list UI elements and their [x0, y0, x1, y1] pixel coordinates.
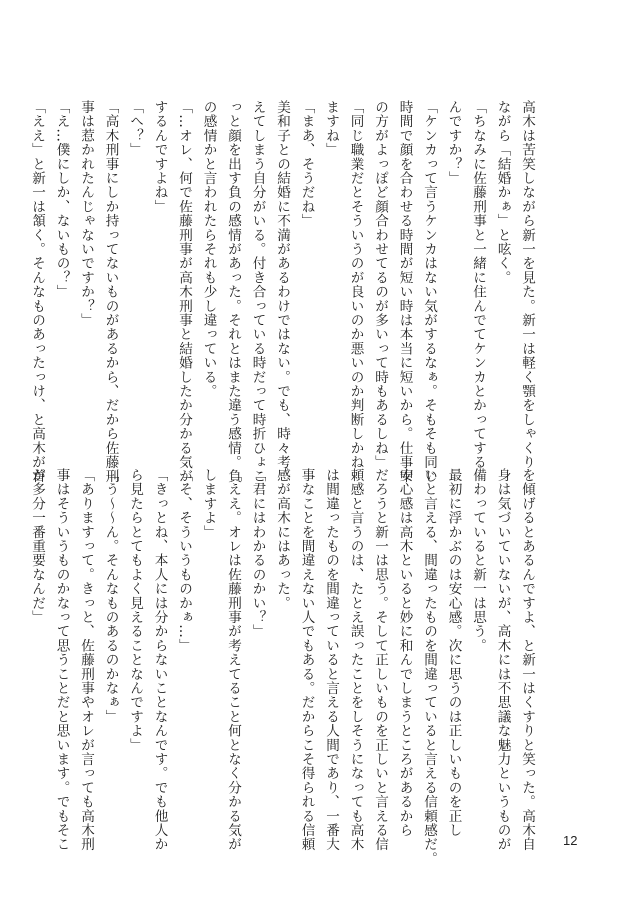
text-line: 最初に浮かぶのは安心感。次に思うのは正しいものを正し [445, 468, 462, 838]
text-line: 「…オレ、何で佐藤刑事が高木刑事と結婚したか分かる気が [176, 100, 192, 484]
text-line: は間違ったものを間違っていると言える人間であり、一番大 [323, 468, 339, 852]
text-line: 事はそういうものかなって思うことだと思います。でもそこ [53, 468, 70, 852]
text-line: 「そ、そういうものかぁ…」 [176, 468, 192, 653]
text-line: 「ありますって。きっと、佐藤刑事やオレが言っても高木刑 [78, 468, 94, 852]
text-line: 備わっていると新一は思う。 [470, 468, 486, 653]
text-line: 「君にはわかるのかい？」 [249, 468, 266, 639]
text-line: えてしまう自分がいる。付き合っている時だって時折ひょこ [249, 100, 266, 484]
text-line: しますよ」 [200, 468, 217, 539]
text-line: ながら「結婚かぁ」と呟く。 [494, 100, 511, 285]
text-line: 「ケンカって言うケンカはない気がするなぁ。そもそも同じ [421, 100, 437, 484]
text-line: が多分一番重要なんだ」 [29, 468, 45, 625]
text-line: 「ええ。オレは佐藤刑事が考えてること何となく分かる気が [225, 468, 241, 852]
text-line: 時間で顔を合わせる時間が短い時は本当に短いから。仕事中 [396, 100, 413, 484]
text-line: んですか？」 [445, 100, 462, 186]
text-line: 身は気づいていないが、高木には不思議な魅力というものが [494, 468, 511, 852]
text-line: いと言える、間違ったものを間違っていると言える信頼感だ。 [421, 468, 437, 866]
text-line: 「え…僕にしか、ないもの？」 [53, 100, 70, 299]
lower-text-block [25, 468, 540, 866]
page-number: 12 [563, 833, 578, 848]
upper-text-block [25, 100, 540, 484]
text-line: だろうと新一は思う。そして正しいものを正しいと言える信 [372, 468, 388, 852]
text-line: 「高木刑事にしか持ってないものがあるから、だから佐藤刑 [102, 100, 119, 484]
text-line: の感情かと言われたらそれも少し違っている。 [200, 100, 217, 399]
text-line: の方がよっぽど顔合わせてるのが多いって時もあるしね」 [372, 100, 388, 470]
text-line: ら見たらとてもよく見えることなんですよ」 [127, 468, 143, 752]
text-line: 事なことを間違えない人でもある。だからこそ得られる信頼 [298, 468, 315, 852]
text-line: するんですよね」 [151, 100, 168, 214]
text-line: 「同じ職業だとそういうのが良いのか悪いのか判断しかね [347, 100, 364, 470]
text-line: 感が高木にはあった。 [274, 468, 290, 610]
text-line: 「ちなみに佐藤刑事と一緒に住んでてケンカとかってする [470, 100, 486, 470]
text-line: 「まあ、そうだね」 [298, 100, 315, 228]
text-line: 「う～～ん。そんなものあるのかなぁ」 [102, 468, 119, 724]
text-line: 「ええ」と新一は頷く。そんなものあったっけ、と高木が首 [29, 100, 45, 484]
text-line: 安心感は高木といると妙に和んでしまうところがあるから [396, 468, 413, 838]
text-line: を傾げるとあるんですよ、と新一はくすりと笑った。高木自 [519, 468, 535, 852]
text-line: 美和子との結婚に不満があるわけではない。でも、時々考 [274, 100, 290, 470]
text-line: 「きっとね、本人には分からないことなんです。でも他人か [151, 468, 168, 852]
text-line: 事は惹かれたんじゃないですか？」 [78, 100, 94, 328]
text-line: 「へ？」 [127, 100, 143, 157]
text-line: っと顔を出す負の感情があった。それとはまた違う感情。負 [225, 100, 241, 484]
text-line: 頼感と言うのは、たとえ誤ったことをしそうになっても高木 [347, 468, 364, 852]
text-line: ますね」 [323, 100, 339, 157]
text-line: 高木は苦笑しながら新一を見た。新一は軽く顎をしゃくり [519, 100, 535, 470]
